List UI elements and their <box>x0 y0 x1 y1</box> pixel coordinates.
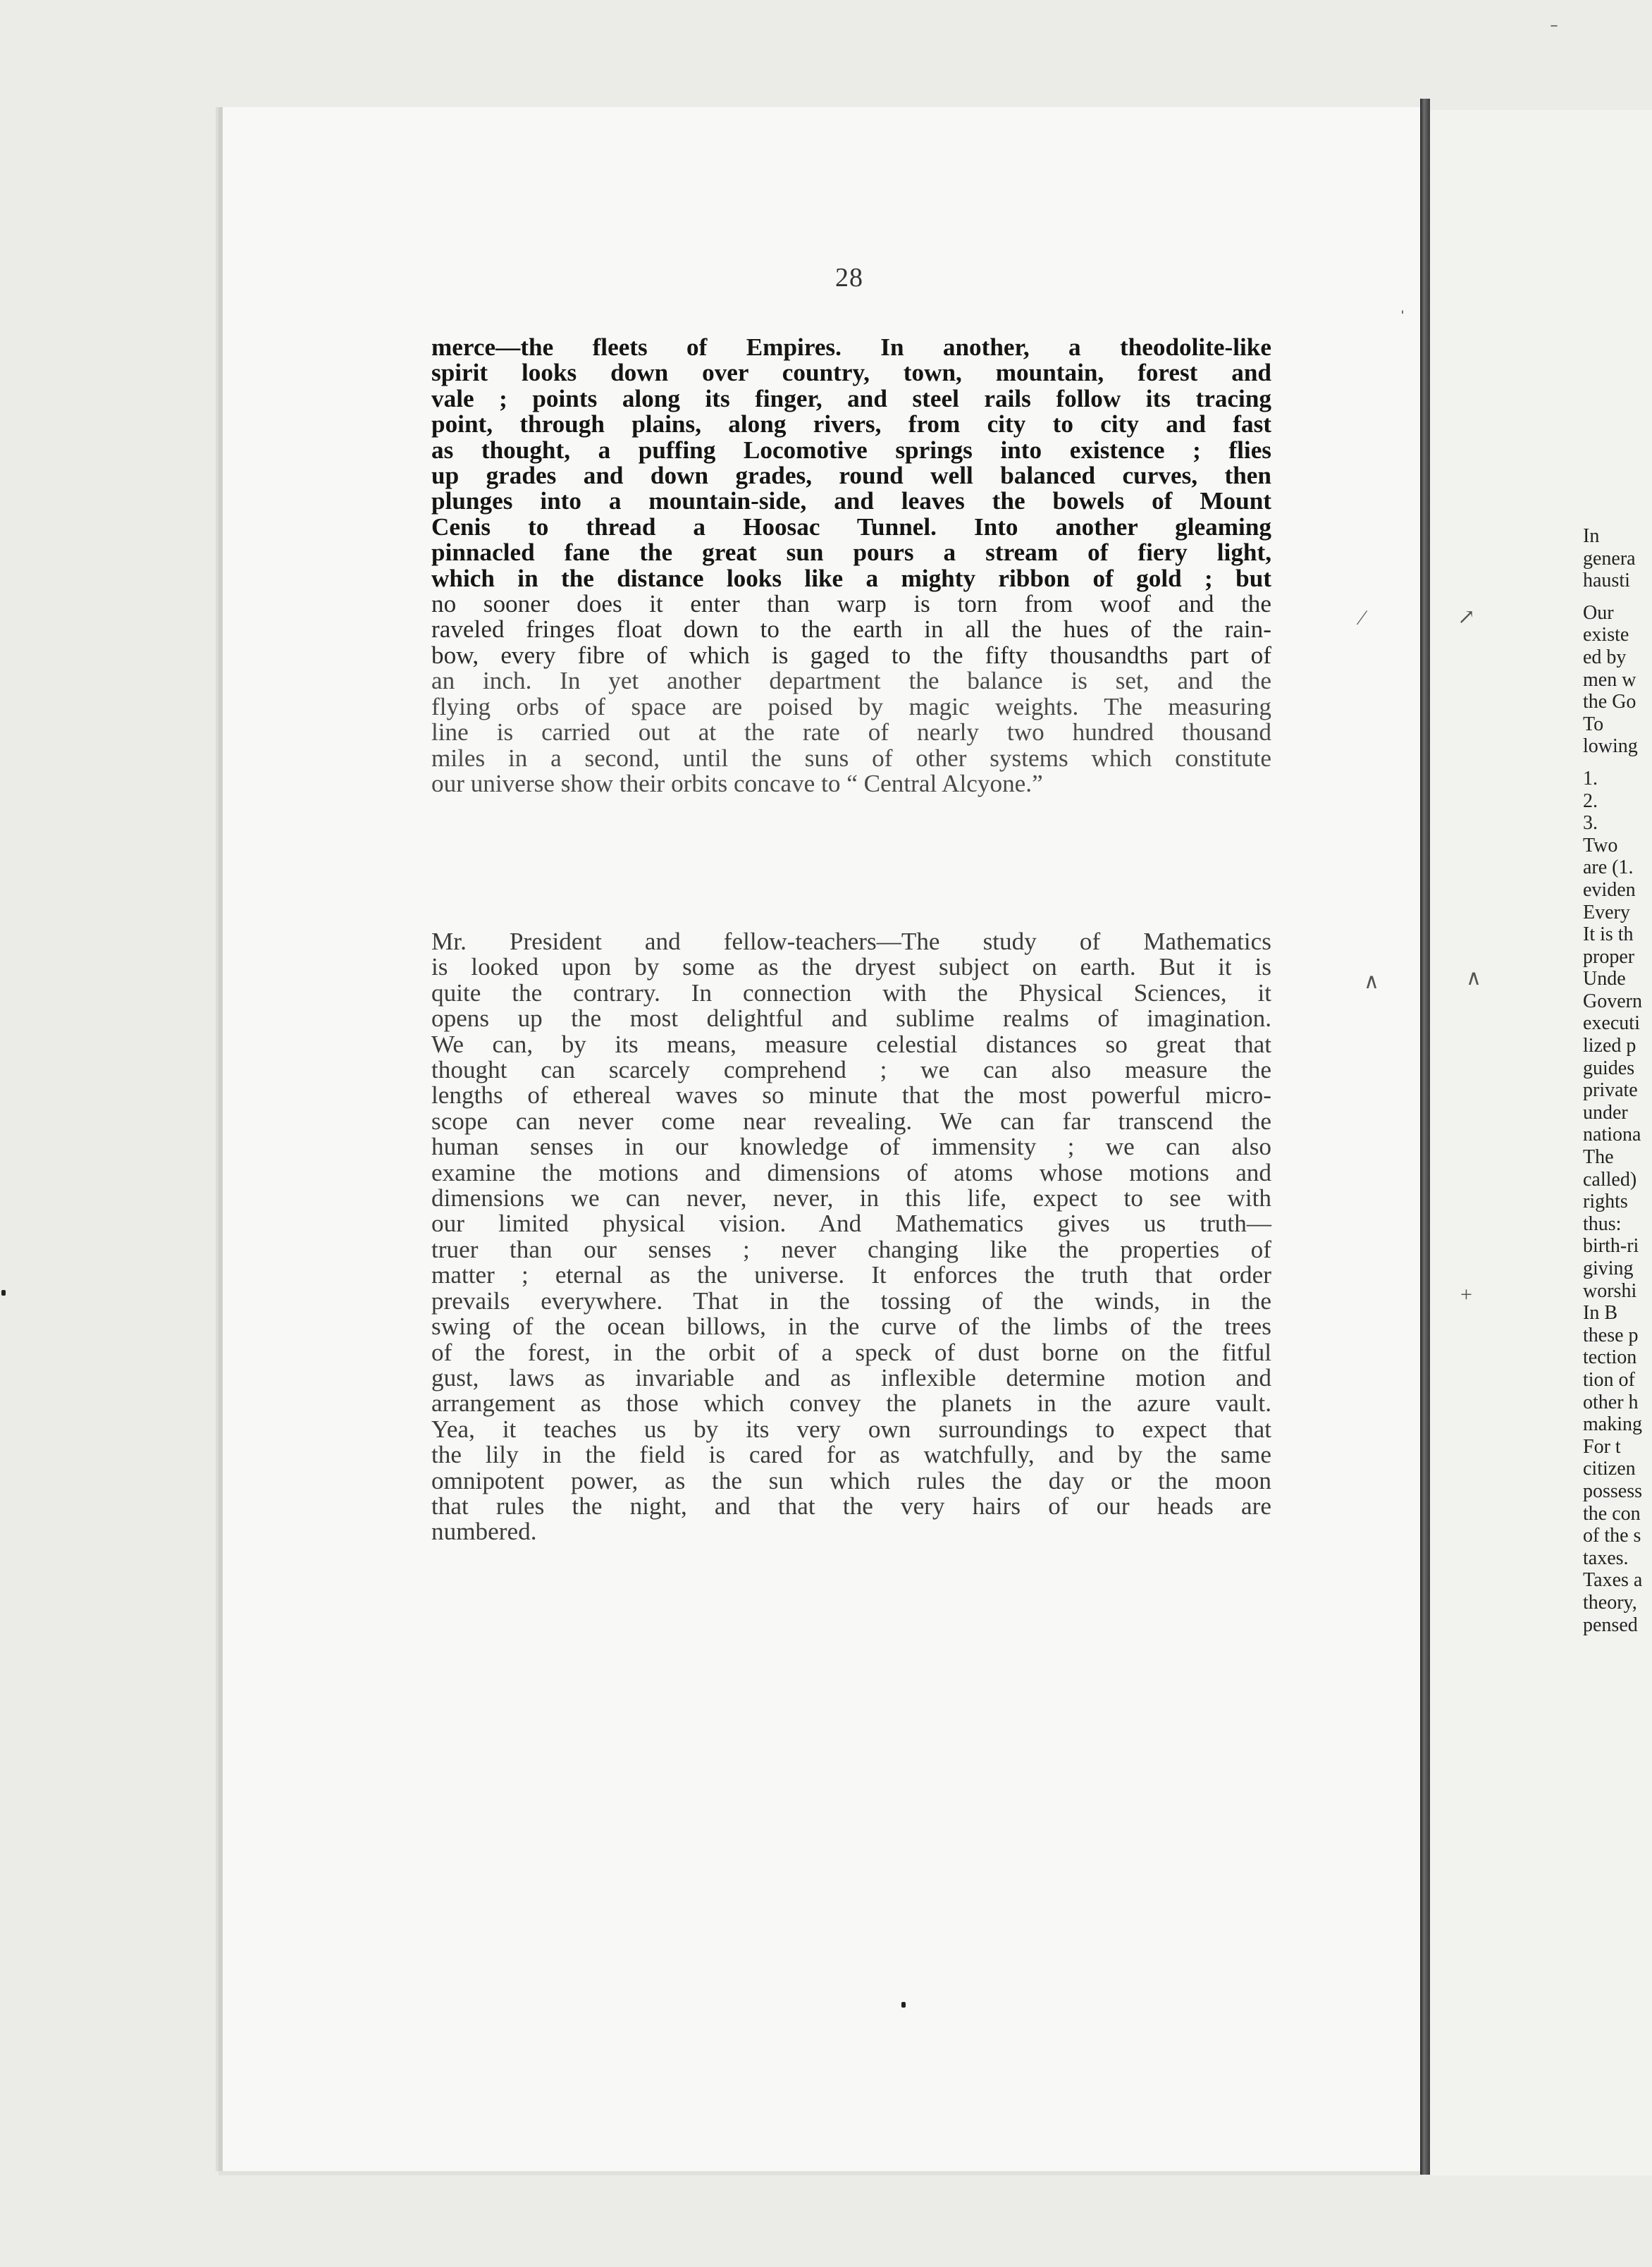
right-page-fragment: The <box>1583 1146 1614 1169</box>
right-page-fragment: thus: <box>1583 1212 1622 1235</box>
right-page-fragment: possess <box>1583 1480 1643 1502</box>
text-line: scope can never come near revealing. We can far transcend the <box>431 1107 1271 1135</box>
right-page-fragment: tection <box>1583 1346 1637 1369</box>
text-line: Mr. President and fellow-teachers—The study of Mathematics <box>431 928 1271 955</box>
right-page-fragment: of the s <box>1583 1525 1641 1547</box>
text-line: up grades and down grades, round well balanced curves, then <box>431 462 1271 490</box>
right-page-fragment: Taxes a <box>1583 1569 1643 1592</box>
text-line: is looked upon by some as the dryest subject on earth. But it is <box>431 953 1271 981</box>
right-page-fragment: the Go <box>1583 691 1636 713</box>
text-line: dimensions we can never, never, in this life, expect to see with <box>431 1184 1271 1212</box>
right-page-fragment: For t <box>1583 1435 1621 1458</box>
right-page-fragment: Govern <box>1583 990 1642 1012</box>
book-gutter <box>1420 99 1430 2175</box>
right-page-fragment: lized p <box>1583 1035 1636 1057</box>
text-line: lengths of ethereal waves so minute that the most powerful micro- <box>431 1081 1271 1110</box>
text-line: human senses in our knowledge of immensity ; we can also <box>431 1133 1271 1161</box>
text-line: of the forest, in the orbit of a speck of dust borne on the fitful <box>431 1338 1271 1366</box>
right-page-fragment: making <box>1583 1413 1642 1436</box>
text-line: prevails everywhere. That in the tossing of the winds, in the <box>431 1286 1271 1315</box>
right-page-fragment: taxes. <box>1583 1547 1629 1569</box>
text-line: spirit looks down over country, town, mountain, forest and <box>431 359 1271 387</box>
text-line: omnipotent power, as the sun which rules the day or the moon <box>431 1466 1271 1494</box>
right-page-fragment: Every <box>1583 901 1630 923</box>
right-page-fragment: Our <box>1583 601 1614 624</box>
paragraph-1 <box>431 335 1271 797</box>
right-page-fragment: these p <box>1583 1324 1639 1346</box>
right-page-fragment: ed by <box>1583 646 1627 668</box>
right-page-fragment: In <box>1583 525 1600 547</box>
right-page-fragment: hausti <box>1583 570 1630 592</box>
right-page-fragment: Two <box>1583 834 1618 856</box>
text-line: plunges into a mountain-side, and leaves the bowels of Mount <box>431 487 1271 515</box>
right-page-fragment: It is th <box>1583 923 1634 946</box>
right-page-fragment: pensed <box>1583 1614 1638 1636</box>
paragraph-2 <box>431 929 1271 1545</box>
right-page-fragment: giving <box>1583 1258 1634 1279</box>
scan-mark: ∕ <box>1360 606 1364 629</box>
right-page-fragment: worshi <box>1583 1279 1637 1302</box>
text-line: our limited physical vision. And Mathematics gives us truth— <box>431 1210 1271 1238</box>
text-line: no sooner does it enter than warp is torn from woof and the <box>431 590 1271 618</box>
right-page-fragment: To <box>1583 713 1604 735</box>
right-page-fragment: theory, <box>1583 1591 1637 1614</box>
text-line: We can, by its means, measure celestial distances so great that <box>431 1030 1271 1058</box>
text-line: miles in a second, until the suns of other systems which constitute <box>431 744 1271 772</box>
text-line: our universe show their orbits concave to “ Central Alcyone.” <box>431 769 1043 797</box>
text-line: as thought, a puffing Locomotive springs into existence ; flies <box>431 436 1271 464</box>
right-page-fragment: genera <box>1583 547 1636 570</box>
right-page-fragment: 1. <box>1583 767 1598 790</box>
text-line: point, through plains, along rivers, from city to city and fast <box>431 410 1271 438</box>
text-line: line is carried out at the rate of nearly two hundred thousand <box>431 718 1271 747</box>
scan-mark: ˉ <box>1551 20 1558 43</box>
text-line: opens up the most delightful and sublime realms of imagination. <box>431 1005 1271 1033</box>
text-line: the lily in the field is cared for as watchfully, and by the same <box>431 1441 1271 1469</box>
text-line: an inch. In yet another department the balance is set, and the <box>431 667 1271 695</box>
scan-mark: ∧ <box>1466 966 1481 990</box>
text-line: thought can scarcely comprehend ; we can also measure the <box>431 1056 1271 1084</box>
left-page-edge <box>218 107 223 2171</box>
right-page-fragment: existe <box>1583 624 1629 646</box>
right-page-fragment: lowing <box>1583 735 1638 758</box>
right-page-fragment: rights <box>1583 1191 1628 1213</box>
right-page-fragment: In B <box>1583 1302 1617 1325</box>
right-page-fragment: Unde <box>1583 968 1626 990</box>
text-line: Yea, it teaches us by its very own surroundings to expect that <box>431 1415 1271 1443</box>
right-page-fragment: proper <box>1583 945 1635 968</box>
text-line: quite the contrary. In connection with the Physical Sciences, it <box>431 978 1271 1007</box>
scan-mark: ↗ <box>1457 606 1476 629</box>
right-page-fragment: tion of <box>1583 1368 1635 1391</box>
scan-speck <box>1 1290 6 1296</box>
text-line: which in the distance looks like a mighty ribbon of gold ; but <box>431 564 1271 592</box>
right-page-fragment: the con <box>1583 1502 1641 1525</box>
right-page-fragment: under <box>1583 1101 1628 1124</box>
text-line: raveled fringes float down to the earth in all the hues of the rain- <box>431 615 1271 644</box>
scan-mark: + <box>1460 1283 1472 1306</box>
right-page-fragment: other h <box>1583 1391 1639 1413</box>
text-line: swing of the ocean billows, in the curve of the limbs of the trees <box>431 1313 1271 1341</box>
scan-mark: ∧ <box>1364 970 1379 993</box>
text-line: matter ; eternal as the universe. It enforces the truth that order <box>431 1261 1271 1289</box>
text-line: that rules the night, and that the very hairs of our heads are <box>431 1492 1271 1520</box>
text-line: truer than our senses ; never changing like the properties of <box>431 1235 1271 1263</box>
right-page-fragment: eviden <box>1583 878 1636 901</box>
page-number: 28 <box>835 263 863 293</box>
text-line: pinnacled fane the great sun pours a stream of fiery light, <box>431 539 1271 567</box>
text-line: vale ; points along its finger, and steel rails follow its tracing <box>431 384 1271 412</box>
right-page-fragment: 3. <box>1583 812 1598 835</box>
right-page-fragment <box>1583 592 1652 602</box>
text-line: bow, every fibre of which is gaged to the fifty thousandths part of <box>431 641 1271 669</box>
right-page-fragment: birth-ri <box>1583 1235 1639 1258</box>
scan-speck <box>901 2002 906 2008</box>
right-page-fragment: executi <box>1583 1012 1640 1035</box>
right-page-fragment: called) <box>1583 1168 1637 1191</box>
text-line: numbered. <box>431 1518 537 1546</box>
right-page-fragment: nationa <box>1583 1124 1641 1146</box>
text-line: examine the motions and dimensions of atoms whose motions and <box>431 1158 1271 1186</box>
right-page-fragment: are (1. <box>1583 856 1634 879</box>
text-line: arrangement as those which convey the planets in the azure vault. <box>431 1389 1271 1418</box>
right-page-fragment: guides <box>1583 1057 1635 1079</box>
right-page-text-fragments <box>1583 525 1652 1636</box>
right-page-fragment: 2. <box>1583 790 1598 812</box>
text-line: gust, laws as invariable and as inflexible determine motion and <box>431 1363 1271 1391</box>
scan-mark: ˈ <box>1399 307 1406 330</box>
text-line: Cenis to thread a Hoosac Tunnel. Into another gleaming <box>431 512 1271 541</box>
right-page-fragment: private <box>1583 1079 1638 1102</box>
right-page-fragment: citizen <box>1583 1458 1636 1480</box>
right-page-fragment <box>1583 758 1652 768</box>
text-line: merce—the fleets of Empires. In another, a theodolite-like <box>431 333 1271 361</box>
right-page-fragment: men w <box>1583 668 1636 691</box>
text-line: flying orbs of space are poised by magic weights. The measuring <box>431 692 1271 720</box>
